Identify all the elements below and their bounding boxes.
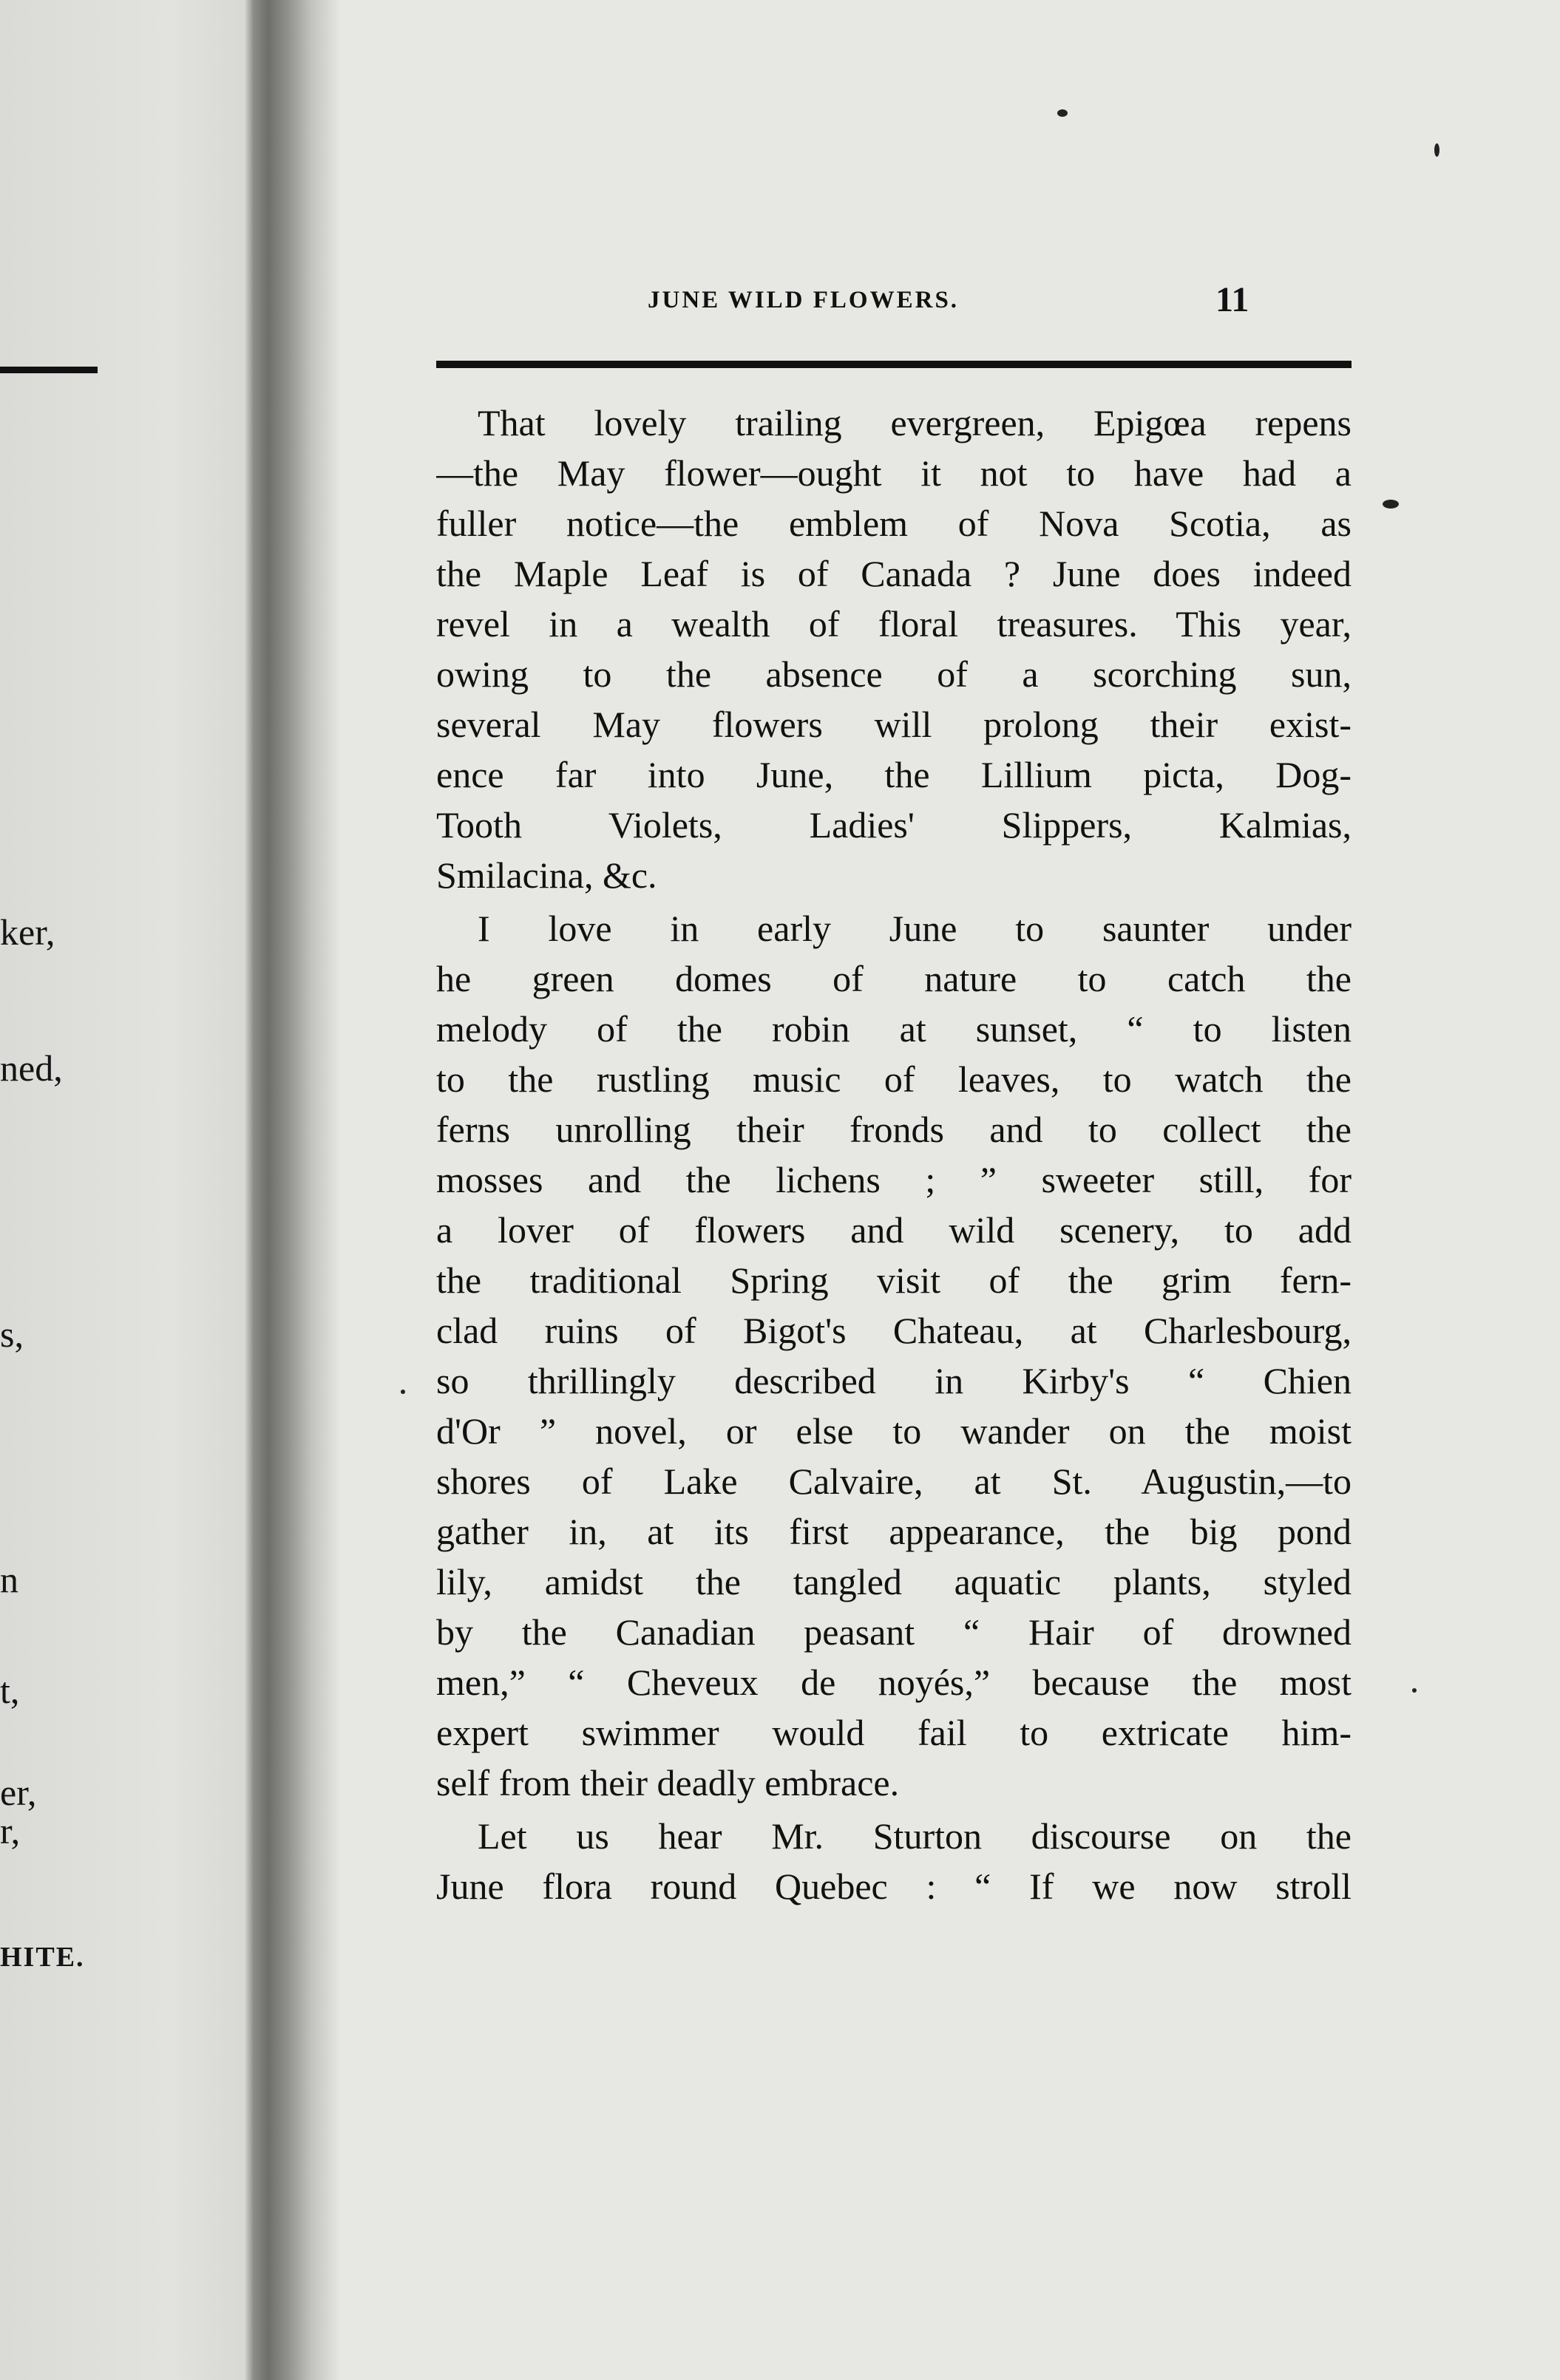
running-title: JUNE WILD FLOWERS. — [648, 287, 960, 313]
text-line: the Maple Leaf is of Canada ? June does indeed — [436, 553, 1352, 594]
text-line: owing to the absence of a scorching sun, — [436, 653, 1352, 695]
text-line: to the rustling music of leaves, to watch the — [436, 1058, 1352, 1100]
text-line: ferns unrolling their fronds and to collect the — [436, 1109, 1352, 1150]
text-line: ence far into June, the Lillium picta, Dog- — [436, 754, 1352, 795]
text-line: melody of the robin at sunset, “ to listen — [436, 1008, 1352, 1050]
text-line: men,” “ Cheveux de noyés,” because the most — [436, 1662, 1352, 1703]
print-speck — [1383, 500, 1399, 509]
text-line: expert swimmer would fail to extricate him- — [436, 1712, 1352, 1753]
text-line: revel in a wealth of floral treasures. This year, — [436, 603, 1352, 645]
left-fragment: ker, — [0, 911, 55, 953]
text-line: he green domes of nature to catch the — [436, 958, 1352, 999]
left-fragment: ned, — [0, 1047, 63, 1089]
text-line: —the May flower—ought it not to have had a — [436, 452, 1352, 494]
text-line: I love in early June to saunter under — [478, 908, 1352, 949]
text-line: d'Or ” novel, or else to wander on the moist — [436, 1410, 1352, 1452]
page-number: 11 — [1215, 280, 1249, 319]
text-line: so thrillingly described in Kirby's “ Chien — [436, 1360, 1352, 1401]
left-fragment: n — [0, 1559, 18, 1600]
text-line: clad ruins of Bigot's Chateau, at Charlesbourg, — [436, 1310, 1352, 1351]
text-line: lily, amidst the tangled aquatic plants, styled — [436, 1561, 1352, 1602]
text-line: That lovely trailing evergreen, Epigœa repens — [478, 402, 1352, 443]
text-line: by the Canadian peasant “ Hair of drowned — [436, 1611, 1352, 1653]
book-gutter — [244, 0, 340, 2380]
text-line: gather in, at its first appearance, the big pond — [436, 1511, 1352, 1552]
text-line: self from their deadly embrace. — [436, 1762, 900, 1803]
text-line: Smilacina, &c. — [436, 854, 657, 896]
text-line: mosses and the lichens ; ” sweeter still, for — [436, 1159, 1352, 1200]
print-speck — [1434, 143, 1439, 157]
text-line: fuller notice—the emblem of Nova Scotia, as — [436, 503, 1352, 544]
left-fragment: er, — [0, 1772, 37, 1813]
print-speck — [401, 1390, 405, 1394]
text-line: the traditional Spring visit of the grim fern- — [436, 1259, 1352, 1301]
body-text — [436, 398, 1352, 1911]
left-fragment: t, — [0, 1670, 20, 1711]
left-page-rule — [0, 367, 98, 373]
header-rule — [436, 361, 1352, 368]
left-fragment: s, — [0, 1313, 24, 1355]
right-page — [340, 0, 1560, 2380]
text-line: Tooth Violets, Ladies' Slippers, Kalmias, — [436, 804, 1352, 846]
left-fragment: r, — [0, 1810, 21, 1852]
text-line: Let us hear Mr. Sturton discourse on the — [478, 1815, 1352, 1857]
left-fragment: HITE. — [0, 1942, 85, 1973]
running-head — [340, 280, 1560, 328]
print-speck — [1057, 109, 1068, 117]
print-speck — [1412, 1688, 1417, 1693]
text-line: June flora round Quebec : “ If we now stroll — [436, 1866, 1352, 1907]
left-page-margin — [0, 0, 244, 2380]
text-line: a lover of flowers and wild scenery, to add — [436, 1209, 1352, 1251]
text-line: shores of Lake Calvaire, at St. Augustin,—to — [436, 1461, 1352, 1502]
text-line: several May flowers will prolong their exist- — [436, 704, 1352, 745]
